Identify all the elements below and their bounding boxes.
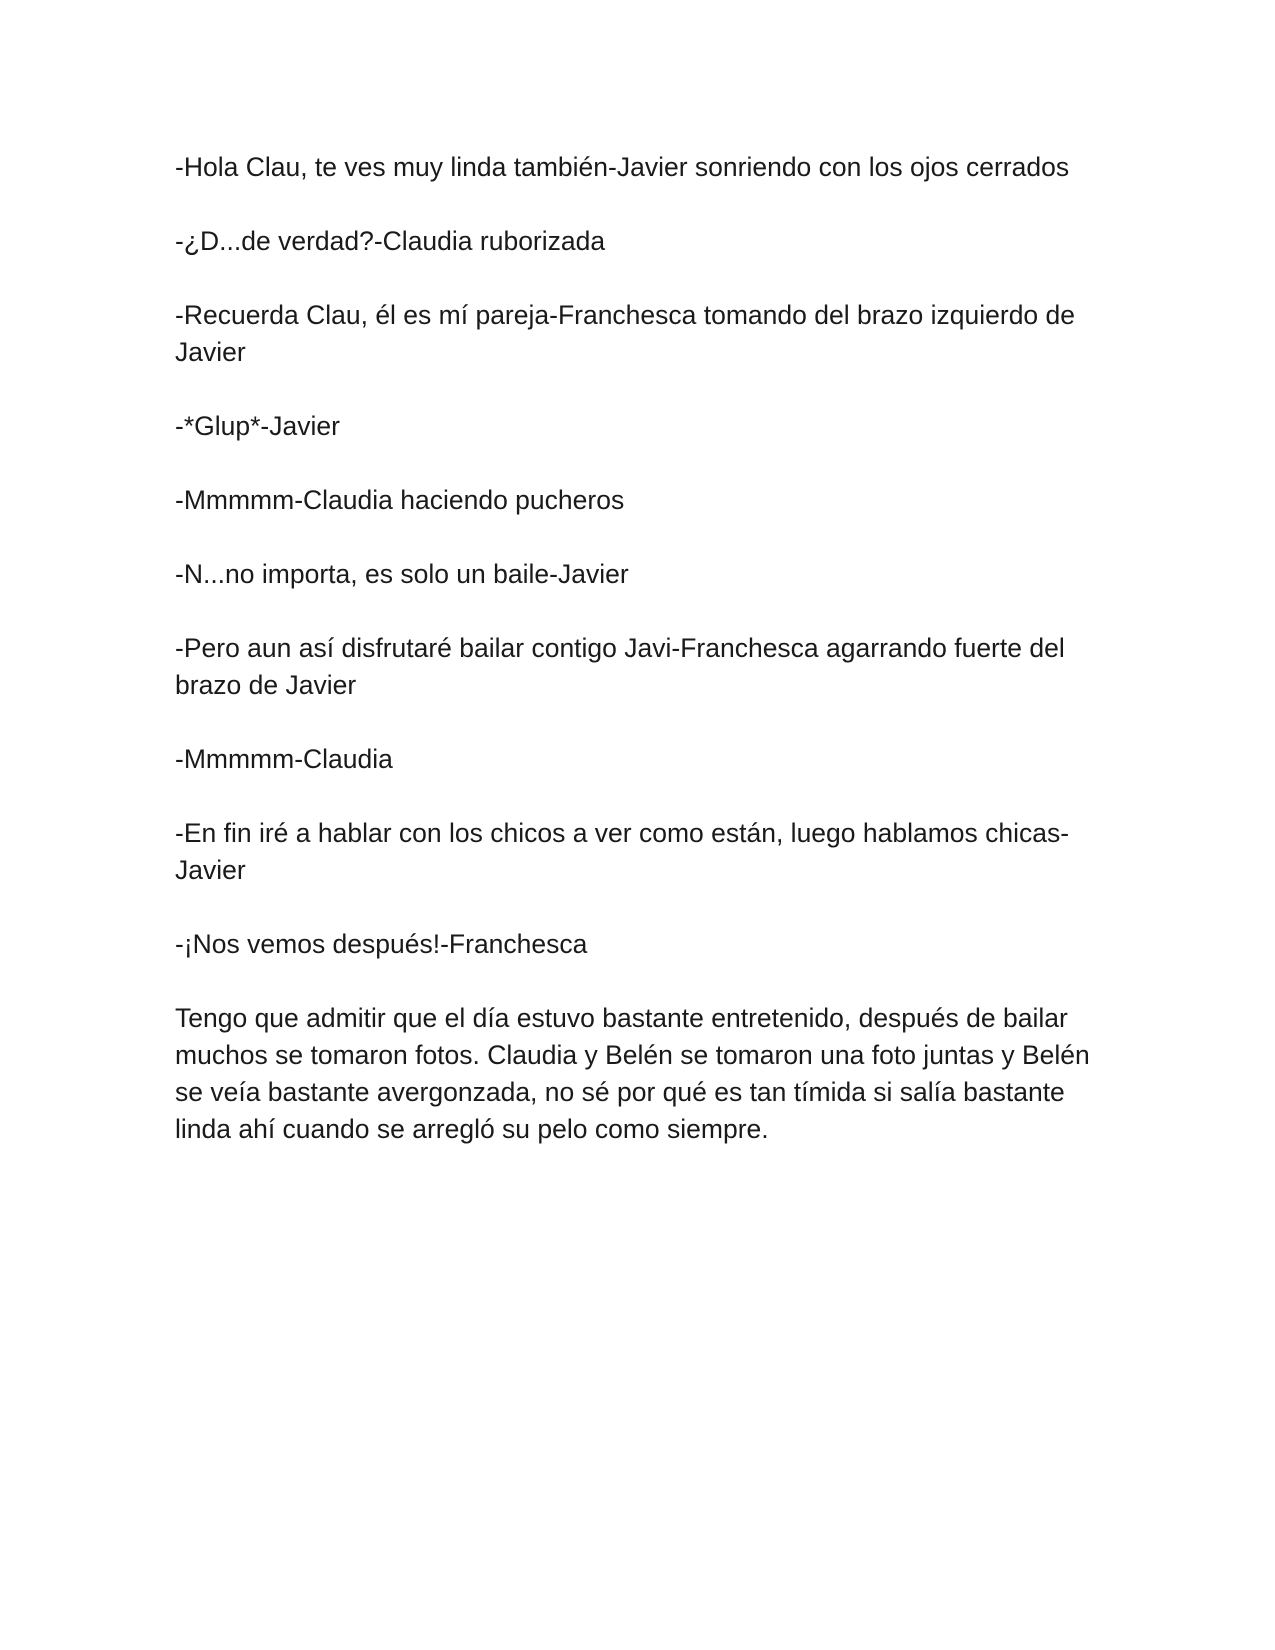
paragraph-5: -Mmmmm-Claudia haciendo pucheros <box>175 485 625 515</box>
paragraph-11: Tengo que admitir que el día estuvo bastante entretenido, después de bailar muchos se tomaron fotos. Claudia y Belén se tomaron una foto juntas y Belén se veía bastante avergonzada, no sé por qué es tan tímida si salía bastante linda ahí cuando se arregló su pelo como siempre. <box>175 1003 1090 1144</box>
paragraph-1: -Hola Clau, te ves muy linda también-Javier sonriendo con los ojos cerrados <box>175 152 1070 182</box>
paragraph-8: -Mmmmm-Claudia <box>175 744 393 774</box>
paragraph-2: -¿D...de verdad?-Claudia ruborizada <box>175 226 606 256</box>
paragraph-4: -*Glup*-Javier <box>175 411 340 441</box>
document-body <box>175 149 1095 1148</box>
paragraph-3: -Recuerda Clau, él es mí pareja-Franchesca tomando del brazo izquierdo de Javier <box>175 300 1076 367</box>
paragraph-9: -En fin iré a hablar con los chicos a ver como están, luego hablamos chicas-Javier <box>175 818 1070 885</box>
paragraph-6: -N...no importa, es solo un baile-Javier <box>175 559 629 589</box>
paragraph-7: -Pero aun así disfrutaré bailar contigo Javi-Franchesca agarrando fuerte del brazo de Javier <box>175 633 1065 700</box>
paragraph-10: -¡Nos vemos después!-Franchesca <box>175 929 588 959</box>
